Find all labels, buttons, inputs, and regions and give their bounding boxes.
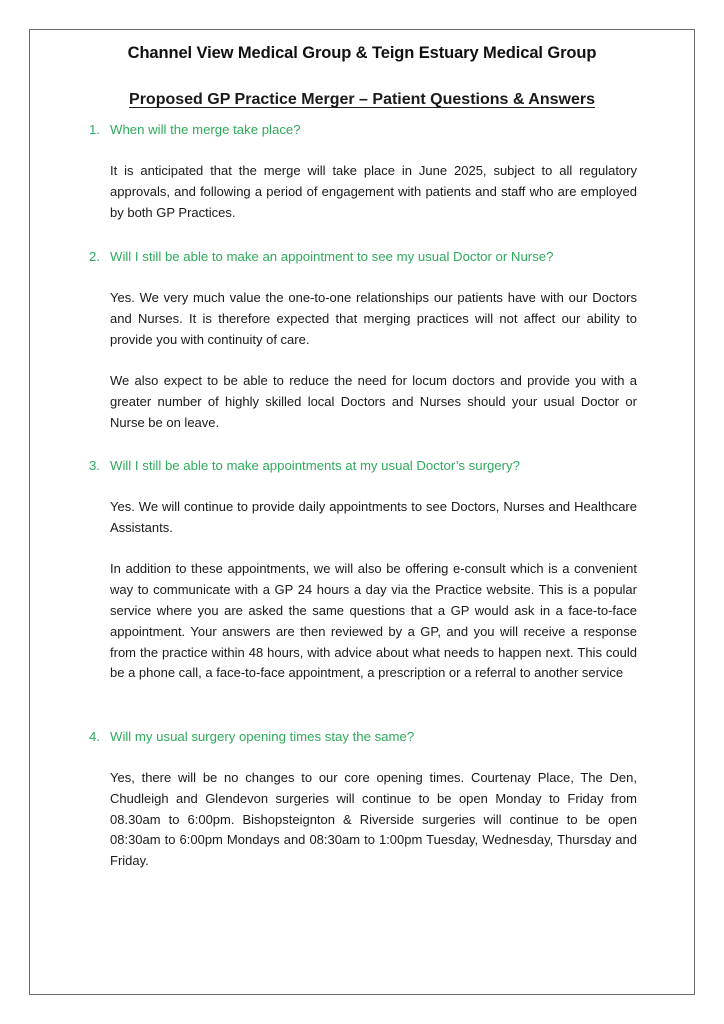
qa-item-3 [89, 457, 639, 684]
answer-paragraph: It is anticipated that the merge will take place in June 2025, subject to all regulatory approvals, and following a period of engagement with patients and staff who are employed by both GP Practices. [110, 163, 637, 220]
document-subtitle [0, 91, 724, 109]
question-text: Will my usual surgery opening times stay the same? [110, 729, 415, 744]
answer-paragraph: In addition to these appointments, we will also be offering e-consult which is a convenient way to communicate with a GP 24 hours a day via the Practice website. This is a popular service where you are asked the same questions that a GP would ask in a face-to-face appointment. Your answers are then reviewed by a GP, and you will receive a response from the practice within 48 hours, with advice about what needs to happen next. This could be a phone call, a face-to-face appointment, a prescription or a referral to another service [110, 561, 637, 681]
answer-paragraph: We also expect to be able to reduce the need for locum doctors and provide you with a greater number of highly skilled local Doctors and Nurses should your usual Doctor or Nurse be on leave. [110, 373, 637, 430]
qa-item-1 [89, 121, 639, 223]
question-number: 2. [89, 249, 100, 264]
question-text: Will I still be able to make an appointment to see my usual Doctor or Nurse? [110, 249, 554, 264]
question-heading [89, 728, 639, 746]
question-heading [89, 121, 639, 139]
document-title: Channel View Medical Group & Teign Estuary Medical Group [127, 44, 597, 62]
question-text: When will the merge take place? [110, 122, 301, 137]
question-heading [89, 248, 639, 266]
qa-item-4 [89, 728, 639, 872]
answer-paragraph: Yes. We very much value the one-to-one relationships our patients have with our Doctors and Nurses. It is therefore expected that merging practices will not affect our ability to provide you with continuity of care. [110, 290, 637, 347]
answer-paragraph: Yes. We will continue to provide daily appointments to see Doctors, Nurses and Healthcare Assistants. [110, 499, 637, 535]
question-text: Will I still be able to make appointments at my usual Doctor’s surgery? [110, 458, 520, 473]
qa-item-2 [89, 248, 639, 434]
question-number: 3. [89, 458, 100, 473]
answer-paragraph: Yes, there will be no changes to our core opening times. Courtenay Place, The Den, Chudleigh and Glendevon surgeries will continue to be open Monday to Friday from 08.30am to 6:00pm. Bishopsteignton & Riverside surgeries will continue to be open 08:30am to 6:00pm Mondays and 08:30am to 1:00pm Tuesday, Wednesday, Thursday and Friday. [110, 770, 637, 869]
question-number: 4. [89, 729, 100, 744]
subtitle-text: Proposed GP Practice Merger – Patient Questions & Answers [129, 91, 595, 108]
question-number: 1. [89, 122, 100, 137]
question-heading [89, 457, 639, 475]
